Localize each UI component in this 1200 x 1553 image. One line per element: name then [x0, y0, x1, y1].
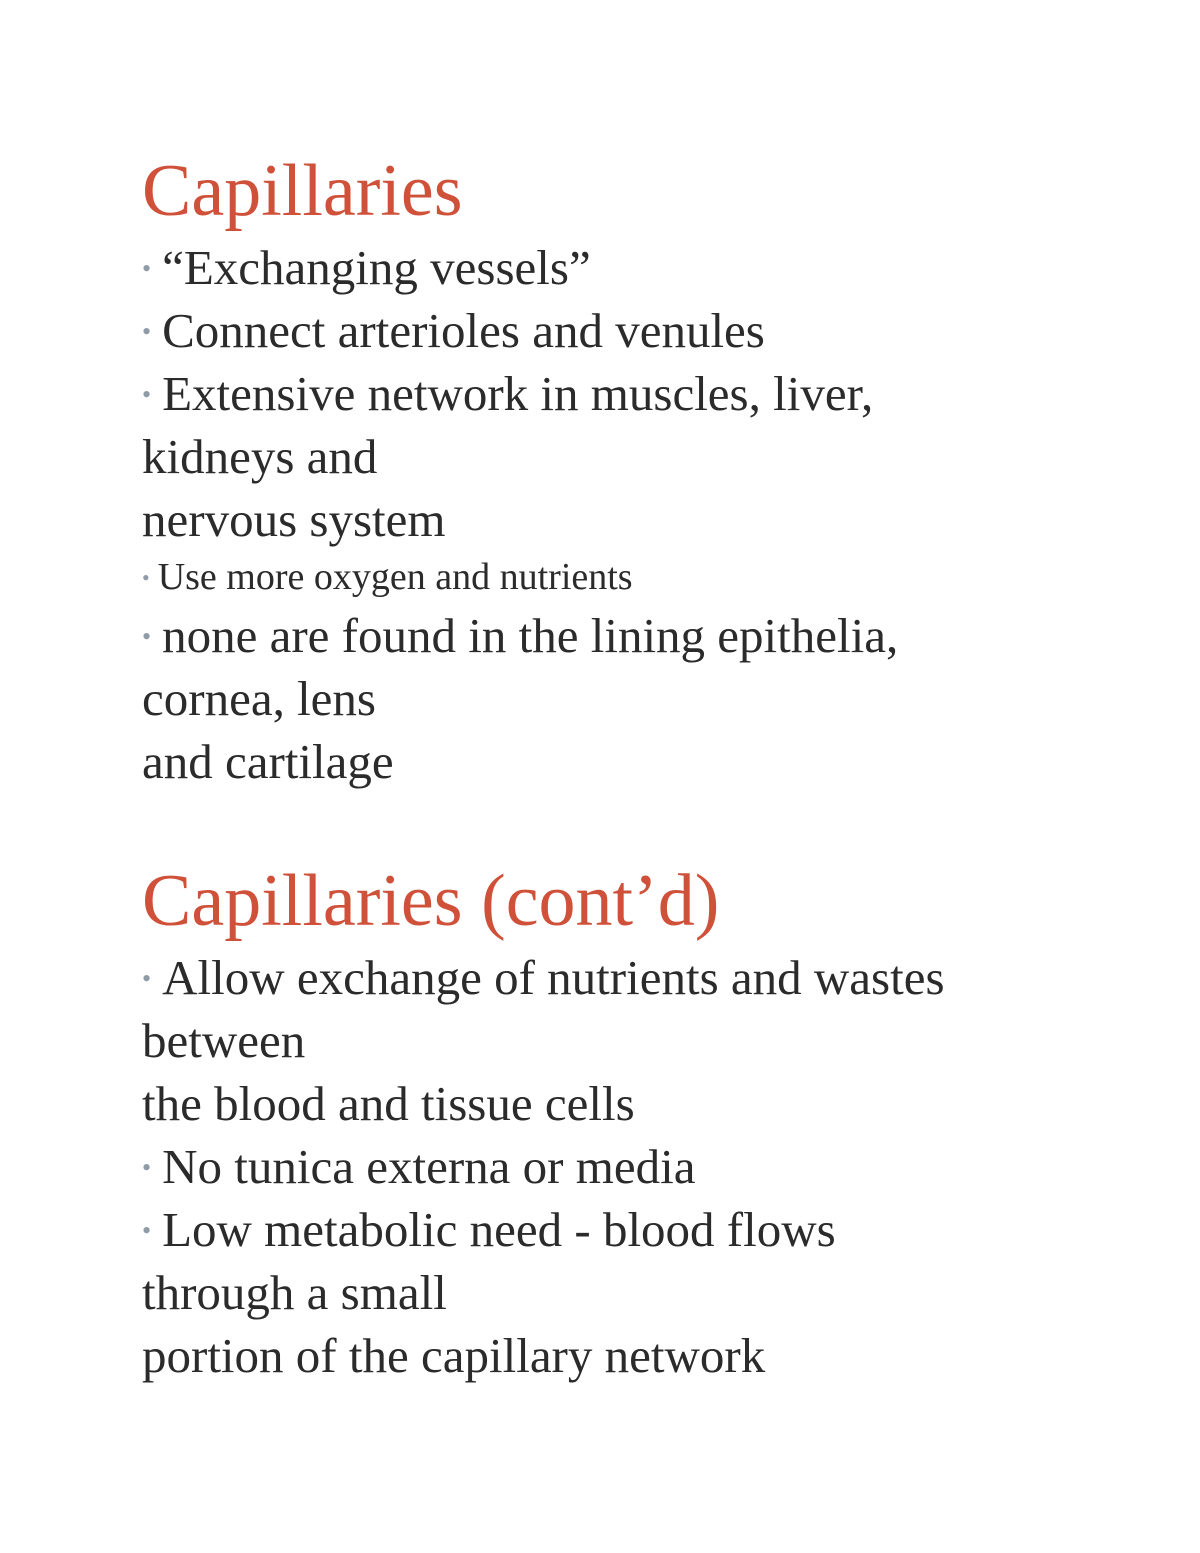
bullet-text: No tunica externa or media [162, 1139, 696, 1194]
bullet-item [142, 362, 1142, 425]
section-heading: Capillaries [142, 150, 463, 232]
bullet-continuation: portion of the capillary network [142, 1328, 766, 1383]
bullet-text: Connect arterioles and venules [162, 303, 765, 358]
bullet-continuation: between [142, 1013, 306, 1068]
bullet-text: “Exchanging vessels” [162, 240, 591, 295]
bullet-icon: • [142, 622, 152, 652]
capillaries-contd-section [142, 856, 1142, 1387]
bullet-icon: • [142, 254, 152, 284]
bullet-item [142, 299, 1142, 362]
bullet-item [142, 551, 1142, 604]
section-heading: Capillaries (cont’d) [142, 860, 720, 942]
bullet-continuation: cornea, lens [142, 671, 376, 726]
bullet-text: Use more oxygen and nutrients [157, 556, 633, 598]
bullet-icon: • [142, 380, 152, 410]
bullet-text: Extensive network in muscles, liver, [162, 366, 874, 421]
bullet-text: Allow exchange of nutrients and wastes [162, 950, 945, 1005]
bullet-item [142, 1198, 1142, 1261]
bullet-item [142, 946, 1142, 1009]
bullet-text: none are found in the lining epithelia, [162, 608, 899, 663]
bullet-icon: • [142, 564, 150, 590]
bullet-continuation: and cartilage [142, 734, 394, 789]
bullet-continuation: the blood and tissue cells [142, 1076, 635, 1131]
bullet-continuation: nervous system [142, 492, 446, 547]
bullet-continuation: through a small [142, 1265, 447, 1320]
bullet-icon: • [142, 1216, 152, 1246]
bullet-text: Low metabolic need - blood flows [162, 1202, 836, 1257]
bullet-icon: • [142, 1153, 152, 1183]
bullet-icon: • [142, 964, 152, 994]
bullet-continuation: kidneys and [142, 429, 378, 484]
bullet-item [142, 1135, 1142, 1198]
capillaries-section [142, 146, 1142, 793]
bullet-item [142, 236, 1142, 299]
bullet-item [142, 604, 1142, 667]
bullet-icon: • [142, 317, 152, 347]
